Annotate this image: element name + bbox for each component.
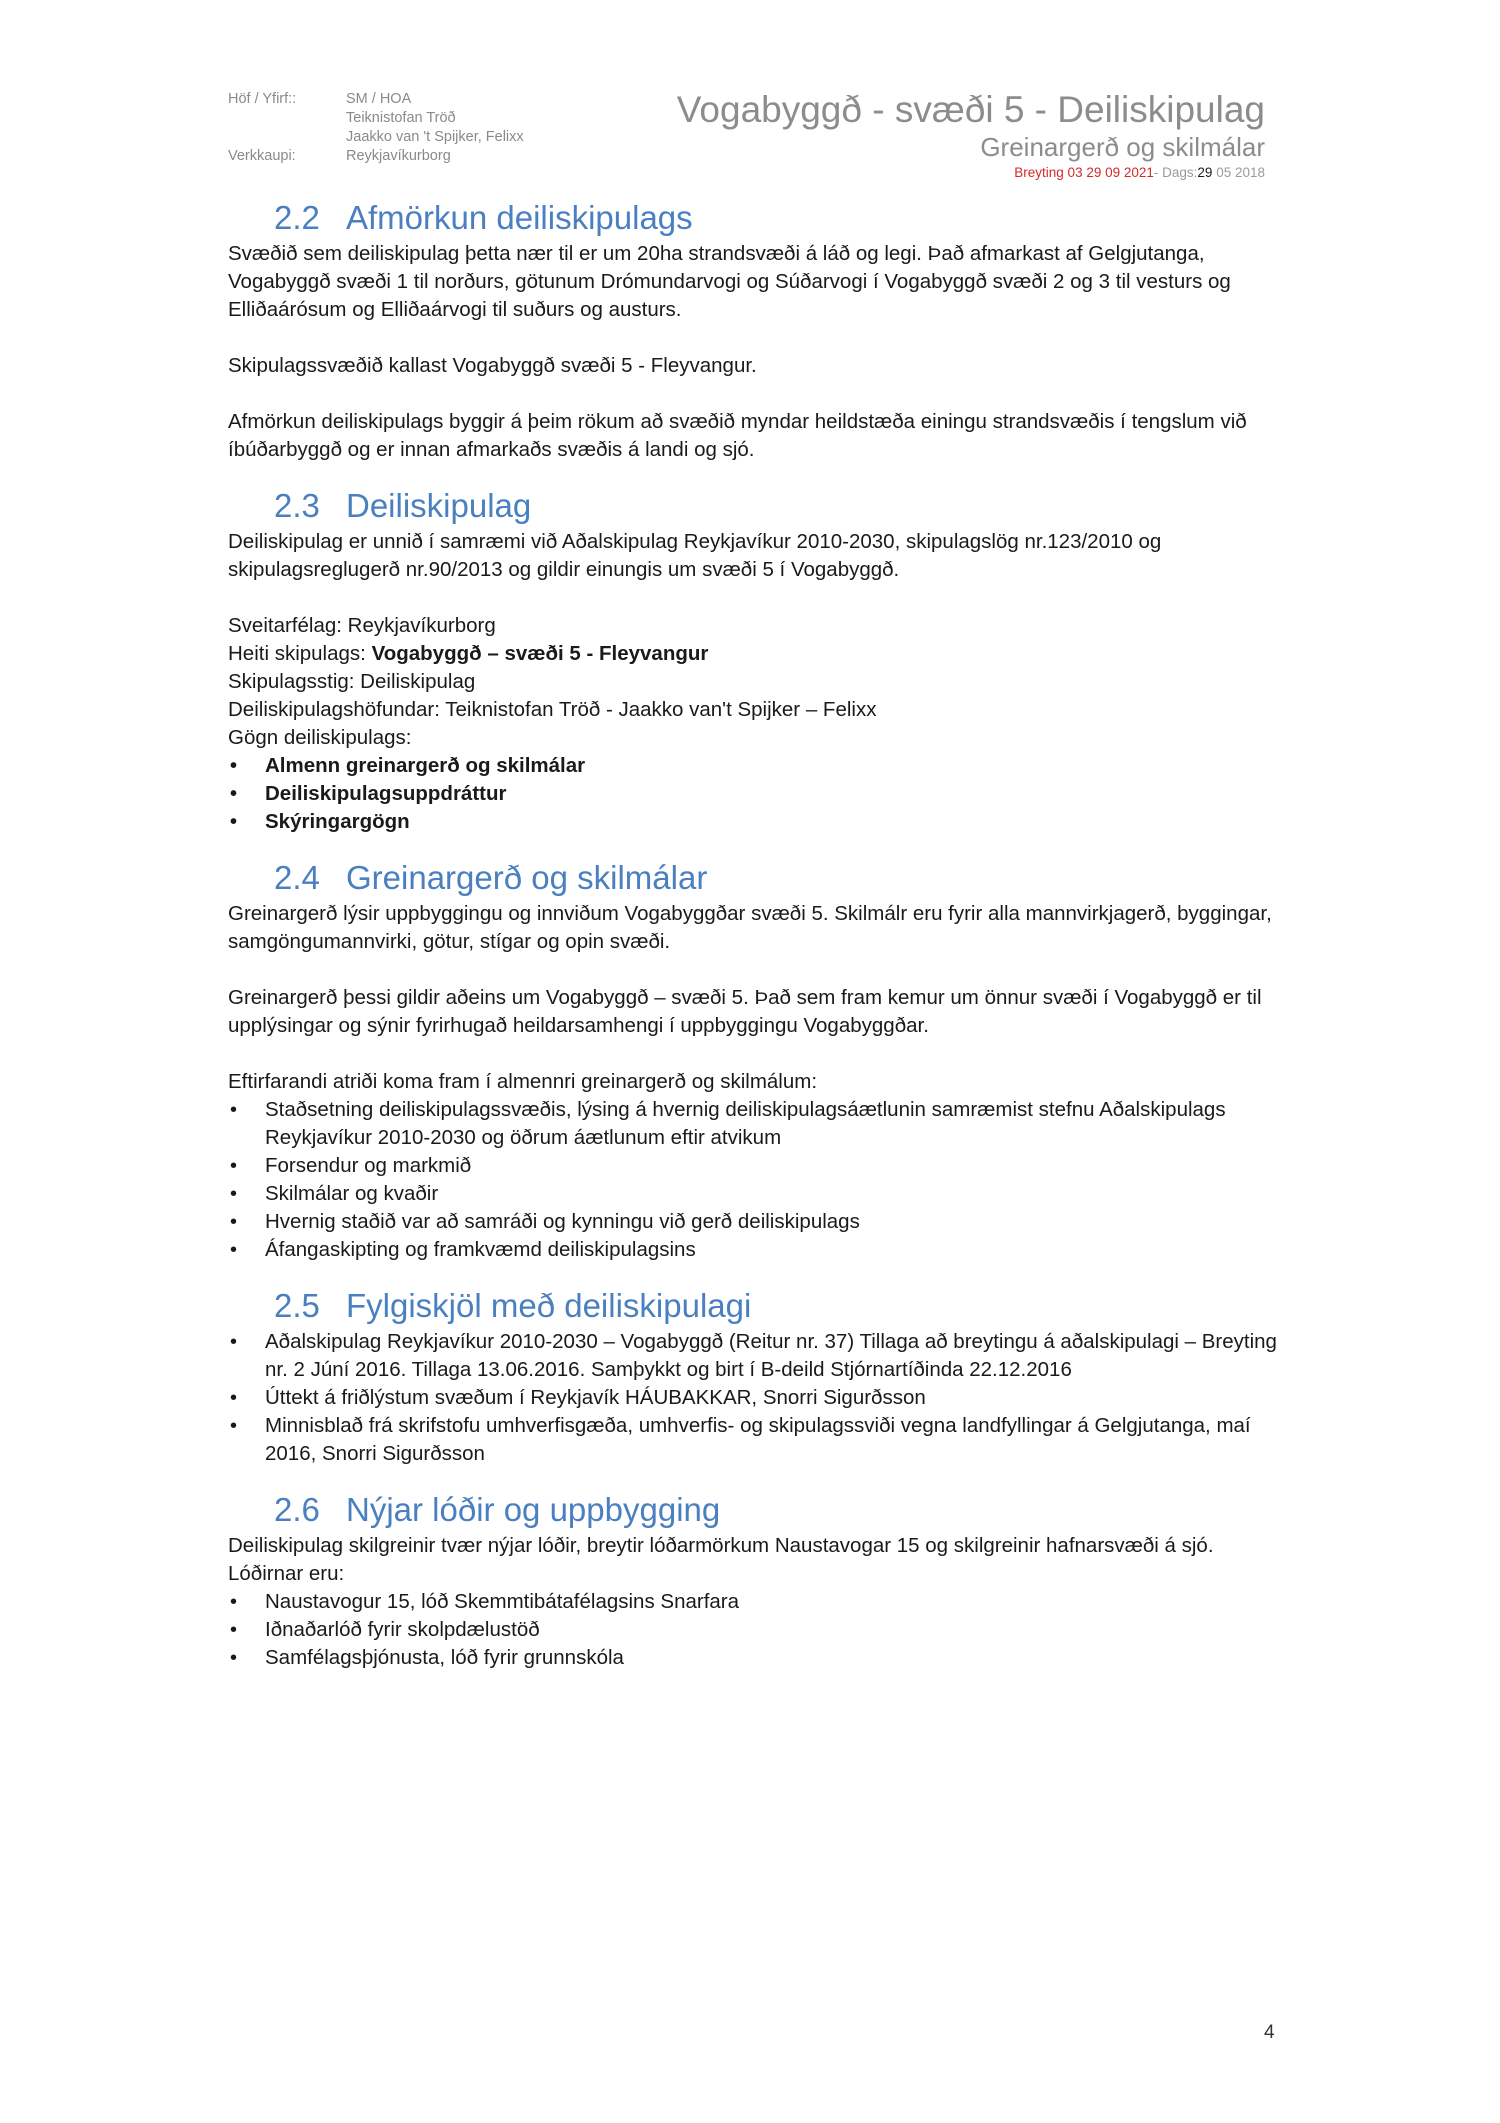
section-number: 2.2 [274,199,320,236]
section-heading-2-6 [228,1488,1288,1532]
plan-name-line [228,640,1288,668]
plan-name: Vogabyggð – svæði 5 - Fleyvangur [371,642,709,665]
revision-text: Breyting 03 29 09 2021 [1014,165,1154,180]
list-item: • Aðalskipulag Reykjavíkur 2010-2030 – Vogabyggð (Reitur nr. 37) Tillaga að breytingu á aðalskipulagi – Breyting nr. 2 Júní 2016. Tillaga 13.06.2016. Samþykkt og birt í B-deild Stjórnartíðinda 22.12.2016 [228,1328,1288,1384]
list-item: • Skilmálar og kvaðir [228,1180,1288,1208]
section-title: Nýjar lóðir og uppbygging [346,1491,721,1528]
date-day: 29 [1197,165,1213,180]
header-label: Höf / Yfirf:: [228,91,297,107]
municipality-line: Sveitarfélag: Reykjavíkurborg [228,614,496,637]
list-item: • Minnisblað frá skrifstofu umhverfisgæða, umhverfis- og skipulagssviði vegna landfyllingar á Gelgjutanga, maí 2016, Snorri Sigurðsson [228,1412,1288,1468]
header-row [228,128,524,147]
list-item: • Forsendur og markmið [228,1152,1288,1180]
section-title: Deiliskipulag [346,487,532,524]
plan-name-label: Heiti skipulags: [228,642,372,665]
list-item: • Hvernig staðið var að samráði og kynningu við gerð deiliskipulags [228,1208,1288,1236]
header-label [228,109,346,128]
paragraph: Greinargerð þessi gildir aðeins um Vogabyggð – svæði 5. Það sem fram kemur um önnur svæði í Vogabyggð er til upplýsingar og sýnir fyrirhugað heildarsamhengi í uppbyggingu Vogabyggðar. [228,986,1262,1037]
paragraph: Svæðið sem deiliskipulag þetta nær til er um 20ha strandsvæði á láð og legi. Það afmarkast af Gelgjutanga, Vogabyggð svæði 1 til norðurs, götunum Drómundarvogi og Súðarvogi í Vogabyggð svæði 2 og 3 til vesturs og Elliðaárósum og Elliðaárvogi til suðurs og austurs. [228,242,1231,321]
section-heading-2-4 [228,856,1288,900]
paragraph: Deiliskipulag skilgreinir tvær nýjar lóðir, breytir lóðarmörkum Naustavogar 15 og skilgreinir hafnarsvæði á sjó. Lóðirnar eru: [228,1534,1214,1585]
header-value: Reykjavíkurborg [346,148,451,164]
items-list [228,1096,1288,1264]
document-title: Vogabyggð - svæði 5 - Deiliskipulag [676,89,1265,130]
section-number: 2.5 [274,1287,320,1324]
paragraph: Greinargerð lýsir uppbyggingu og innviðum Vogabyggðar svæði 5. Skilmálr eru fyrir alla mannvirkjagerð, byggingar, samgöngumannvirki, götur, stígar og opin svæði. [228,902,1272,953]
section-number: 2.6 [274,1491,320,1528]
section-title: Greinargerð og skilmálar [346,859,708,896]
document-body [228,196,1288,1672]
header-row [228,109,524,128]
docs-list [228,752,1288,836]
header-label: Verkkaupi: [228,148,296,164]
section-number: 2.4 [274,859,320,896]
section-number: 2.3 [274,487,320,524]
attachments-list [228,1328,1288,1468]
header-title-block [677,88,1265,182]
list-item: • Almenn greinargerð og skilmálar [228,752,1288,780]
list-item: • Skýringargögn [228,808,1288,836]
list-item: • Deiliskipulagsuppdráttur [228,780,1288,808]
list-item: • Úttekt á friðlýstum svæðum í Reykjavík HÁUBAKKAR, Snorri Sigurðsson [228,1384,1288,1412]
document-subtitle: Greinargerð og skilmálar [980,132,1265,162]
page-number: 4 [1264,2022,1275,2043]
lots-list [228,1588,1288,1672]
date-rest: 05 2018 [1212,165,1265,180]
list-item: • Staðsetning deiliskipulagssvæðis, lýsing á hvernig deiliskipulagsáætlunin samræmist stefnu Aðalskipulags Reykjavíkur 2010-2030 og öðrum áætlunum eftir atvikum [228,1096,1288,1152]
paragraph: Deiliskipulag er unnið í samræmi við Aðalskipulag Reykjavíkur 2010-2030, skipulagslög nr.123/2010 og skipulagsreglugerð nr.90/2013 og gildir einungis um svæði 5 í Vogabyggð. [228,530,1162,581]
section-title: Afmörkun deiliskipulags [346,199,693,236]
header-value: Jaakko van 't Spijker, Felixx [346,129,524,145]
section-heading-2-3 [228,484,1288,528]
paragraph: Skipulagssvæðið kallast Vogabyggð svæði 5 - Fleyvangur. [228,354,757,377]
paragraph: Eftirfarandi atriði koma fram í almennri greinargerð og skilmálum: [228,1070,818,1093]
authors-line: Deiliskipulagshöfundar: Teiknistofan Tröð - Jaakko van't Spijker – Felixx [228,698,877,721]
list-item: • Iðnaðarlóð fyrir skolpdælustöð [228,1616,1288,1644]
list-item: • Samfélagsþjónusta, lóð fyrir grunnskóla [228,1644,1288,1672]
header-label [228,128,346,147]
header-meta [228,90,524,166]
date-label: - Dags: [1153,165,1198,180]
header-value: SM / HOA [346,91,412,107]
section-title: Fylgiskjöl með deiliskipulagi [346,1287,752,1324]
docs-label: Gögn deiliskipulags: [228,726,412,749]
header-row [228,147,524,166]
section-heading-2-2 [228,196,1288,240]
list-item: • Áfangaskipting og framkvæmd deiliskipulagsins [228,1236,1288,1264]
header-row [228,90,524,109]
header-value: Teiknistofan Tröð [346,110,456,126]
list-item: • Naustavogur 15, lóð Skemmtibátafélagsins Snarfara [228,1588,1288,1616]
section-heading-2-5 [228,1284,1288,1328]
paragraph: Afmörkun deiliskipulags byggir á þeim rökum að svæðið myndar heildstæða einingu strandsvæðis í tengslum við íbúðarbyggð og er innan afmarkaðs svæðis á landi og sjó. [228,410,1247,461]
plan-level-line: Skipulagsstig: Deiliskipulag [228,670,476,693]
revision-line [677,164,1265,182]
